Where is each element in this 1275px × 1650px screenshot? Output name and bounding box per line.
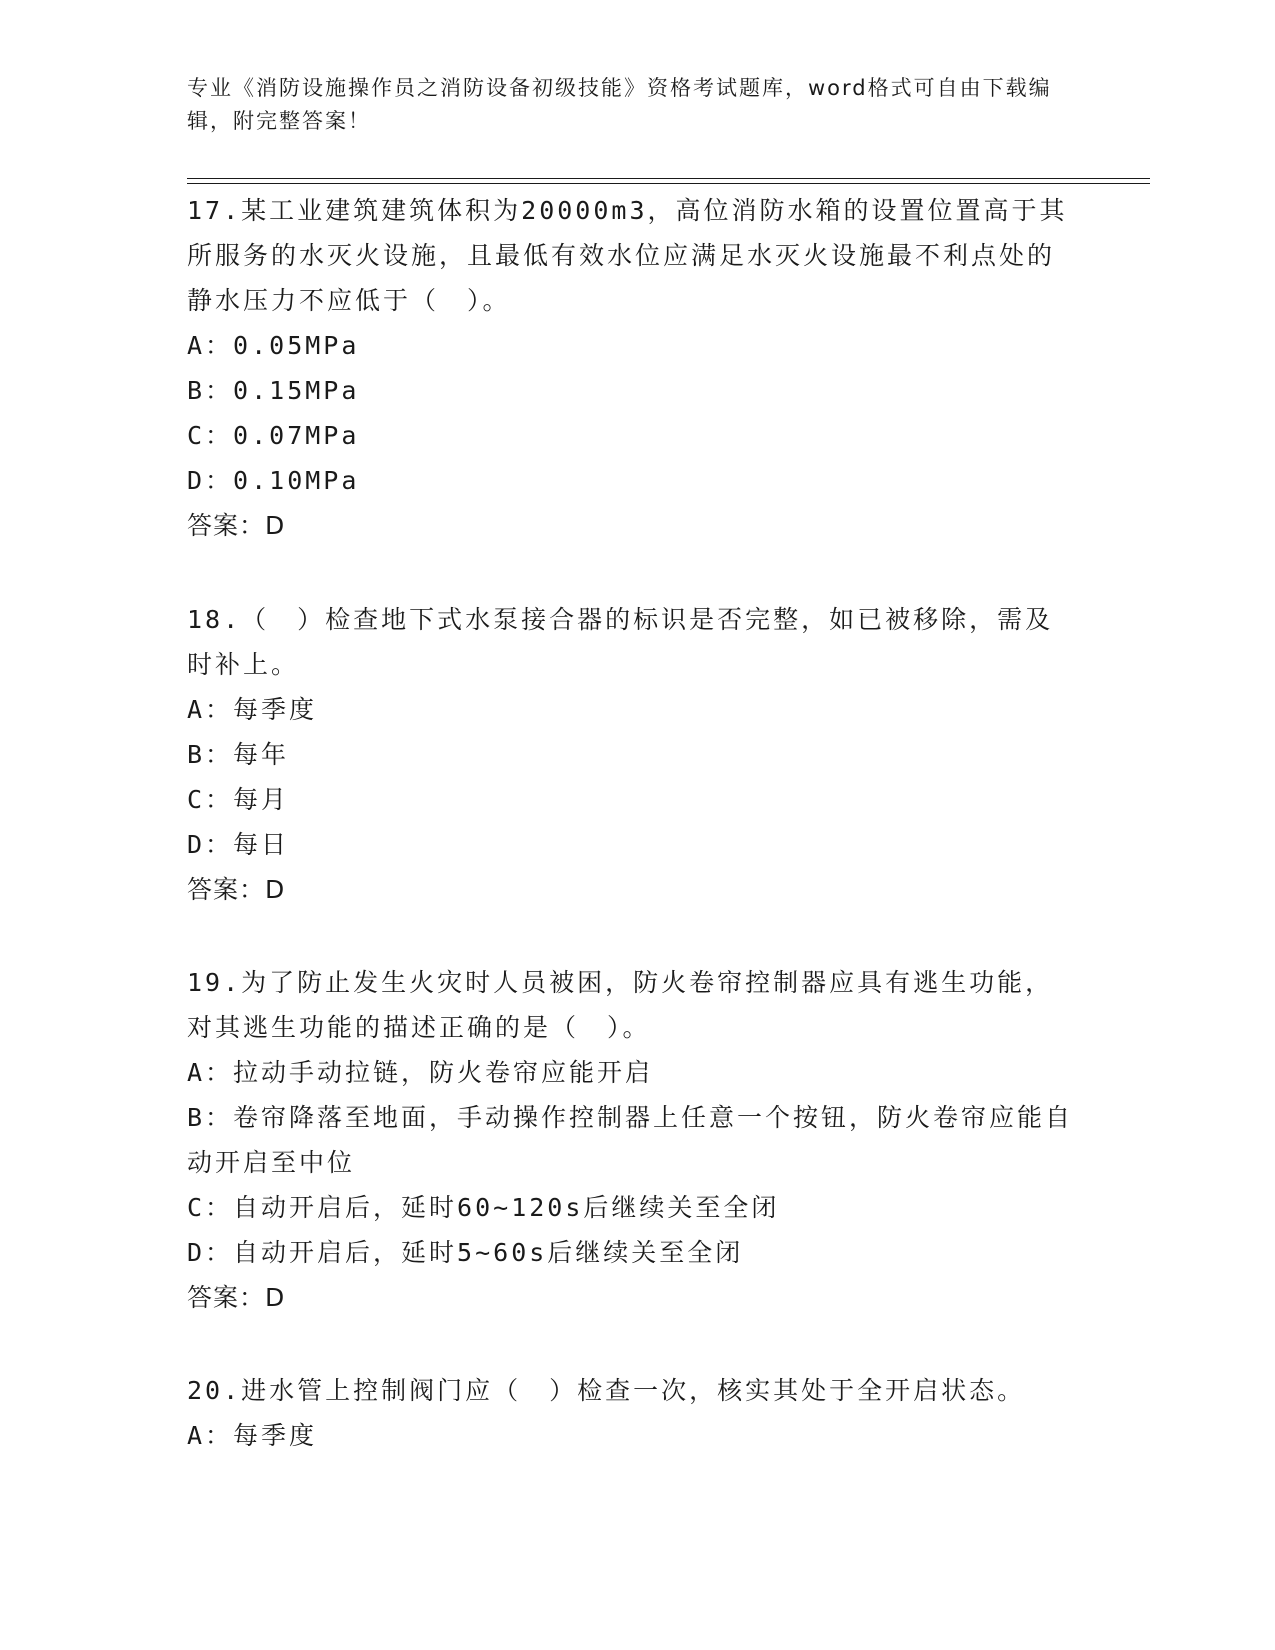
answer: 答案：D (187, 1283, 286, 1312)
question-stem: 20.进水管上控制阀门应（ ）检查一次，核实其处于全开启状态。 (187, 1376, 1026, 1405)
header-divider-top (187, 178, 1150, 179)
option-a: A：0.05MPa (187, 331, 360, 360)
option-b: B：每年 (187, 740, 290, 769)
option-b: B：卷帘降落至地面，手动操作控制器上任意一个按钮，防火卷帘应能自动开启至中位 (187, 1103, 1074, 1177)
option-a: A：拉动手动拉链，防火卷帘应能开启 (187, 1058, 654, 1087)
question-17 (187, 188, 1077, 548)
option-d: D：每日 (187, 830, 290, 859)
option-c: C：自动开启后，延时60~120s后继续关至全闭 (187, 1193, 780, 1222)
question-stem: 19.为了防止发生火灾时人员被困，防火卷帘控制器应具有逃生功能，对其逃生功能的描述正确的是（ ）。 (187, 968, 1054, 1042)
option-a: A：每季度 (187, 695, 318, 724)
option-c: C：每月 (187, 785, 290, 814)
question-20 (187, 1368, 1077, 1458)
question-stem: 18.（ ）检查地下式水泵接合器的标识是否完整，如已被移除，需及时补上。 (187, 605, 1054, 679)
question-stem: 17.某工业建筑建筑体积为20000m3，高位消防水箱的设置位置高于其所服务的水灭火设施，且最低有效水位应满足水灭火设施最不利点处的静水压力不应低于（ ）。 (187, 196, 1068, 315)
option-b: B：0.15MPa (187, 376, 360, 405)
header-divider-bottom (187, 183, 1150, 184)
option-c: C：0.07MPa (187, 421, 360, 450)
question-19 (187, 960, 1077, 1320)
answer: 答案：D (187, 511, 286, 540)
answer: 答案：D (187, 875, 286, 904)
question-18 (187, 597, 1077, 912)
option-a: A：每季度 (187, 1421, 318, 1450)
document-header: 专业《消防设施操作员之消防设备初级技能》资格考试题库，word格式可自由下载编辑，附完整答案！ (187, 76, 1052, 133)
option-d: D：自动开启后，延时5~60s后继续关至全闭 (187, 1238, 744, 1267)
option-d: D：0.10MPa (187, 466, 360, 495)
